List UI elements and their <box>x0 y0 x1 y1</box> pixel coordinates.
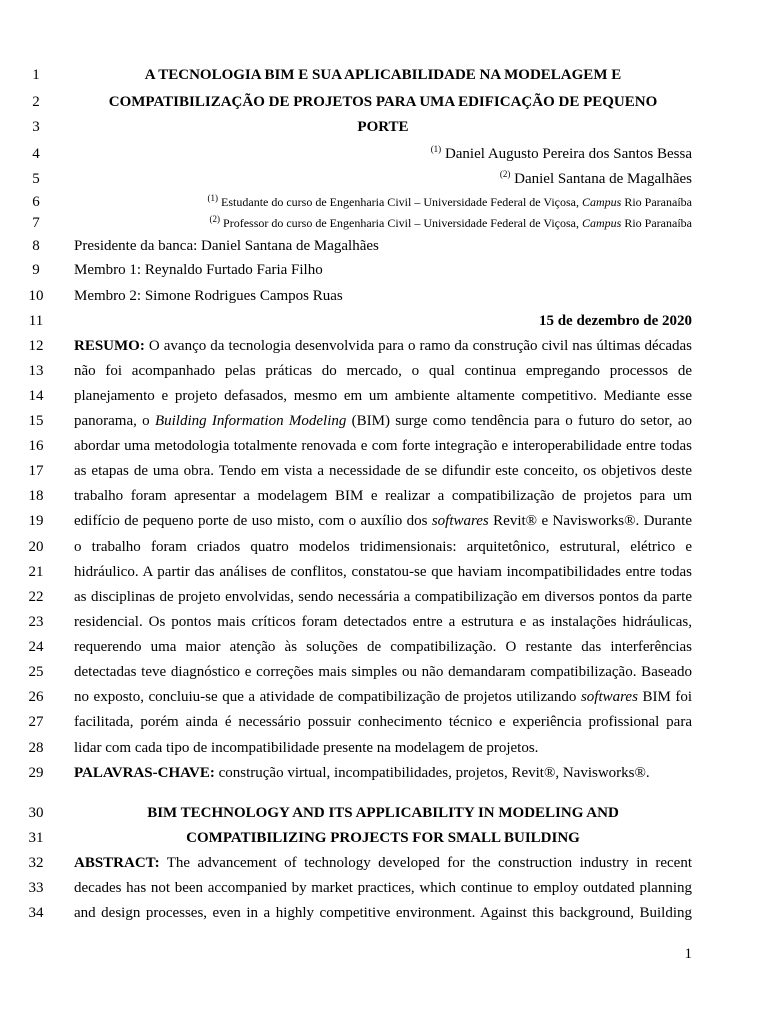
line-number: 20 <box>28 539 44 555</box>
title-line-1 <box>0 63 768 87</box>
line-number: 26 <box>28 689 44 705</box>
line-number: 1 <box>32 67 40 83</box>
abstract-pt-line <box>0 710 768 734</box>
abstract-pt-line <box>0 535 768 559</box>
line-number: 21 <box>28 564 44 580</box>
resumo-text: requerendo uma maior atenção às soluções de compatibilização. O restante das interferências <box>74 639 692 655</box>
line-number: 30 <box>28 805 44 821</box>
committee-member-1 <box>0 258 768 282</box>
affiliation: $^{(2)}$ Professor do curso de Engenharia Civil – Universidade Federal de Viçosa, Campus Rio Paranaíba <box>209 214 692 230</box>
abstract-pt-line <box>0 334 768 358</box>
line-number: 6 <box>32 194 40 210</box>
committee-member: Membro 2: Simone Rodrigues Campos Ruas <box>74 288 343 304</box>
abstract-pt-line <box>0 434 768 458</box>
abstract-pt-line <box>0 635 768 659</box>
resumo-text: edifício de pequeno porte de uso misto, com o auxílio dos softwares Revit® e Navisworks®. Durante <box>74 513 692 529</box>
abstract-text: and design processes, even in a highly competitive environment. Against this background, Building <box>74 905 692 921</box>
line-number: 13 <box>28 363 44 379</box>
line-number: 31 <box>28 830 44 846</box>
resumo-text: lidar com cada tipo de incompatibilidade presente na modelagem de projetos. <box>74 740 539 756</box>
line-number: 25 <box>28 664 44 680</box>
line-number: 11 <box>28 313 44 329</box>
affiliation: $^{(1)}$ Estudante do curso de Engenharia Civil – Universidade Federal de Viçosa, Campus Rio Paranaíba <box>207 193 692 209</box>
line-number: 5 <box>32 171 40 187</box>
committee-president <box>0 234 768 258</box>
keywords-pt <box>0 761 768 785</box>
line-number: 22 <box>28 589 44 605</box>
abstract-pt-line <box>0 484 768 508</box>
committee-member: Presidente da banca: Daniel Santana de Magalhães <box>74 238 379 254</box>
resumo-text: as etapas de uma obra. Tendo em vista a necessidade de se difundir este conceito, os objetivos deste <box>74 463 692 479</box>
affiliation-2 <box>0 211 768 235</box>
resumo-text: planejamento e projeto defasados, mesmo em um ambiente altamente competitivo. Mediante esse <box>74 388 692 404</box>
resumo-text: RESUMO: O avanço da tecnologia desenvolvida para o ramo da construção civil nas últimas décadas <box>74 338 692 354</box>
author-2 <box>0 167 768 191</box>
abstract-text: ABSTRACT: The advancement of technology developed for the construction industry in recent <box>74 855 692 871</box>
abstract-text: decades has not been accompanied by market practices, which continue to employ outdated planning <box>74 880 692 896</box>
author-name: $^{(1)}$ Daniel Augusto Pereira dos Santos Bessa <box>430 144 692 162</box>
abstract-pt-line <box>0 384 768 408</box>
english-title-1 <box>0 801 768 825</box>
line-number: 28 <box>28 740 44 756</box>
resumo-text: as disciplinas de projeto envolvidas, sendo necessária a compatibilização em diversos pontos da parte <box>74 589 692 605</box>
line-number: 8 <box>32 238 40 254</box>
paper-title: PORTE <box>357 119 409 135</box>
abstract-pt-line <box>0 359 768 383</box>
line-number: 4 <box>32 146 40 162</box>
line-number: 24 <box>28 639 44 655</box>
abstract-pt-line <box>0 409 768 433</box>
date: 15 de dezembro de 2020 <box>538 313 692 329</box>
abstract-pt-line <box>0 736 768 760</box>
abstract-pt-line <box>0 560 768 584</box>
resumo-text: residencial. Os pontos mais críticos foram detectados entre a estrutura e as instalações hidráulicas, <box>74 614 692 630</box>
paper-title: COMPATIBILIZAÇÃO DE PROJETOS PARA UMA EDIFICAÇÃO DE PEQUENO <box>108 94 658 110</box>
line-number: 9 <box>32 262 40 278</box>
author-name: $^{(2)}$ Daniel Santana de Magalhães <box>499 169 692 187</box>
line-number: 33 <box>28 880 44 896</box>
abstract-pt-line <box>0 585 768 609</box>
resumo-text: o trabalho foram criados quatro modelos tridimensionais: arquitetônico, estrutural, elétrico e <box>74 539 692 555</box>
resumo-text: hidráulico. A partir das análises de conflitos, constatou-se que haviam incompatibilidades entre todas <box>74 564 692 580</box>
abstract-pt-line <box>0 610 768 634</box>
abstract-en-line <box>0 851 768 875</box>
line-number: 16 <box>28 438 44 454</box>
resumo-text: trabalho foram apresentar a modelagem BIM e realizar a compatibilização de projetos para um <box>74 488 692 504</box>
line-number: 10 <box>28 288 44 304</box>
abstract-pt-line <box>0 660 768 684</box>
committee-member-2 <box>0 284 768 308</box>
line-number: 23 <box>28 614 44 630</box>
paper-title: A TECNOLOGIA BIM E SUA APLICABILIDADE NA MODELAGEM E <box>144 67 622 83</box>
line-number: 15 <box>28 413 44 429</box>
resumo-text: no exposto, concluiu-se que a atividade de compatibilização de projetos utilizando softwares BIM foi <box>74 689 693 705</box>
committee-member: Membro 1: Reynaldo Furtado Faria Filho <box>74 262 323 278</box>
abstract-en-line <box>0 901 768 925</box>
english-title: BIM TECHNOLOGY AND ITS APPLICABILITY IN MODELING AND <box>147 805 619 821</box>
line-number: 2 <box>32 94 40 110</box>
resumo-text: panorama, o Building Information Modeling (BIM) surge como tendência para o futuro do setor, ao <box>74 413 693 429</box>
abstract-pt-line <box>0 685 768 709</box>
line-number: 27 <box>28 714 44 730</box>
line-number: 29 <box>28 765 44 781</box>
line-number: 19 <box>28 513 44 529</box>
date-line <box>0 309 768 333</box>
english-title-2 <box>0 826 768 850</box>
line-number: 32 <box>28 855 44 871</box>
line-number: 7 <box>32 215 40 231</box>
abstract-pt-line <box>0 459 768 483</box>
resumo-text: facilitada, porém ainda é necessário possuir conhecimento técnico e experiência profissional para <box>74 714 692 730</box>
resumo-text: detectadas teve diagnóstico e correções mais simples ou não demandaram compatibilização. Baseado <box>74 664 692 680</box>
keywords-text: PALAVRAS-CHAVE: construção virtual, incompatibilidades, projetos, Revit®, Navisworks®. <box>74 765 650 781</box>
page-number: 1 <box>684 946 692 962</box>
line-number: 14 <box>28 388 44 404</box>
line-number: 34 <box>28 905 44 921</box>
abstract-en-line <box>0 876 768 900</box>
line-number: 17 <box>28 463 44 479</box>
title-line-2 <box>0 90 768 114</box>
line-number: 3 <box>32 119 40 135</box>
resumo-text: abordar uma metodologia totalmente renovada e com forte integração e interoperabilidade entre todas <box>74 438 692 454</box>
title-line-3 <box>0 115 768 139</box>
abstract-pt-line <box>0 509 768 533</box>
resumo-text: não foi acompanhado pelas práticas do mercado, o qual continua empregando processos de <box>74 363 692 379</box>
author-1 <box>0 142 768 166</box>
english-title: COMPATIBILIZING PROJECTS FOR SMALL BUILDING <box>186 830 580 846</box>
line-number: 12 <box>28 338 44 354</box>
line-number: 18 <box>28 488 44 504</box>
